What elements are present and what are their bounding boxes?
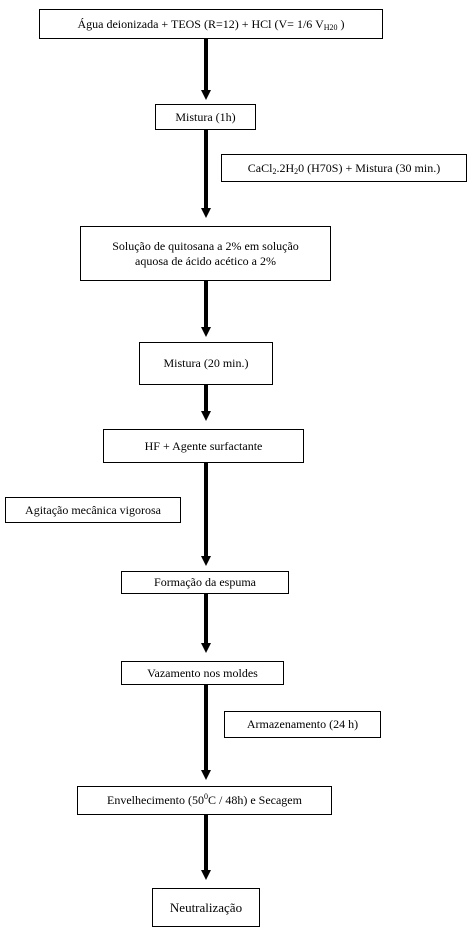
side-mechanical-agitation (5, 497, 181, 523)
step-chitosan-line-1: Solução de quitosana a 2% em solução (112, 238, 299, 253)
side-cacl2-addition (221, 154, 467, 182)
side-cacl2-text-c: 0 (H70S) + Mistura (30 min.) (298, 160, 441, 175)
side-storage-text: Armazenamento (24 h) (246, 717, 359, 731)
step-aging-sup: 0 (203, 792, 208, 801)
side-storage (224, 711, 381, 738)
step-chitosan-line-2: aquosa de ácido acético a 2% (135, 253, 276, 268)
side-cacl2-sub-b: 2 (294, 166, 299, 176)
step-aging-text-a: Envelhecimento (50 (107, 793, 204, 807)
step-foam-text: Formação da espuma (154, 575, 256, 589)
side-cacl2-text-b: .2H (276, 160, 295, 175)
step-neutralization (152, 888, 260, 927)
step-chitosan-solution (80, 226, 331, 281)
step-mix-teos-subscript: H20 (323, 22, 338, 32)
step-mixture-1h (155, 104, 256, 130)
step-hf-surfactant (103, 429, 304, 463)
side-agitation-text: Agitação mecânica vigorosa (25, 502, 161, 517)
side-cacl2-sub-a: 2 (272, 166, 277, 176)
step-mold-casting (121, 661, 284, 685)
step-aging-text-b: C / 48h) e Secagem (207, 793, 302, 807)
step-mixture-20min-text: Mistura (20 min.) (163, 356, 249, 370)
step-mold-text: Vazamento nos moldes (147, 665, 258, 680)
step-hf-surfactant-text: HF + Agente surfactante (144, 438, 263, 453)
step-aging-drying (77, 786, 332, 815)
step-mixture-1h-text: Mistura (1h) (175, 109, 236, 124)
step-mixture-20min (139, 342, 273, 385)
step-neutralization-text: Neutralização (169, 900, 243, 915)
step-mix-teos (39, 9, 383, 39)
step-mix-teos-text-b: ) (337, 16, 345, 31)
side-cacl2-text-a: CaCl (247, 160, 273, 175)
step-mix-teos-text-a: Água deionizada + TEOS (R=12) + HCl (V= 1/6 V (77, 16, 324, 31)
step-foam-formation (121, 571, 289, 594)
